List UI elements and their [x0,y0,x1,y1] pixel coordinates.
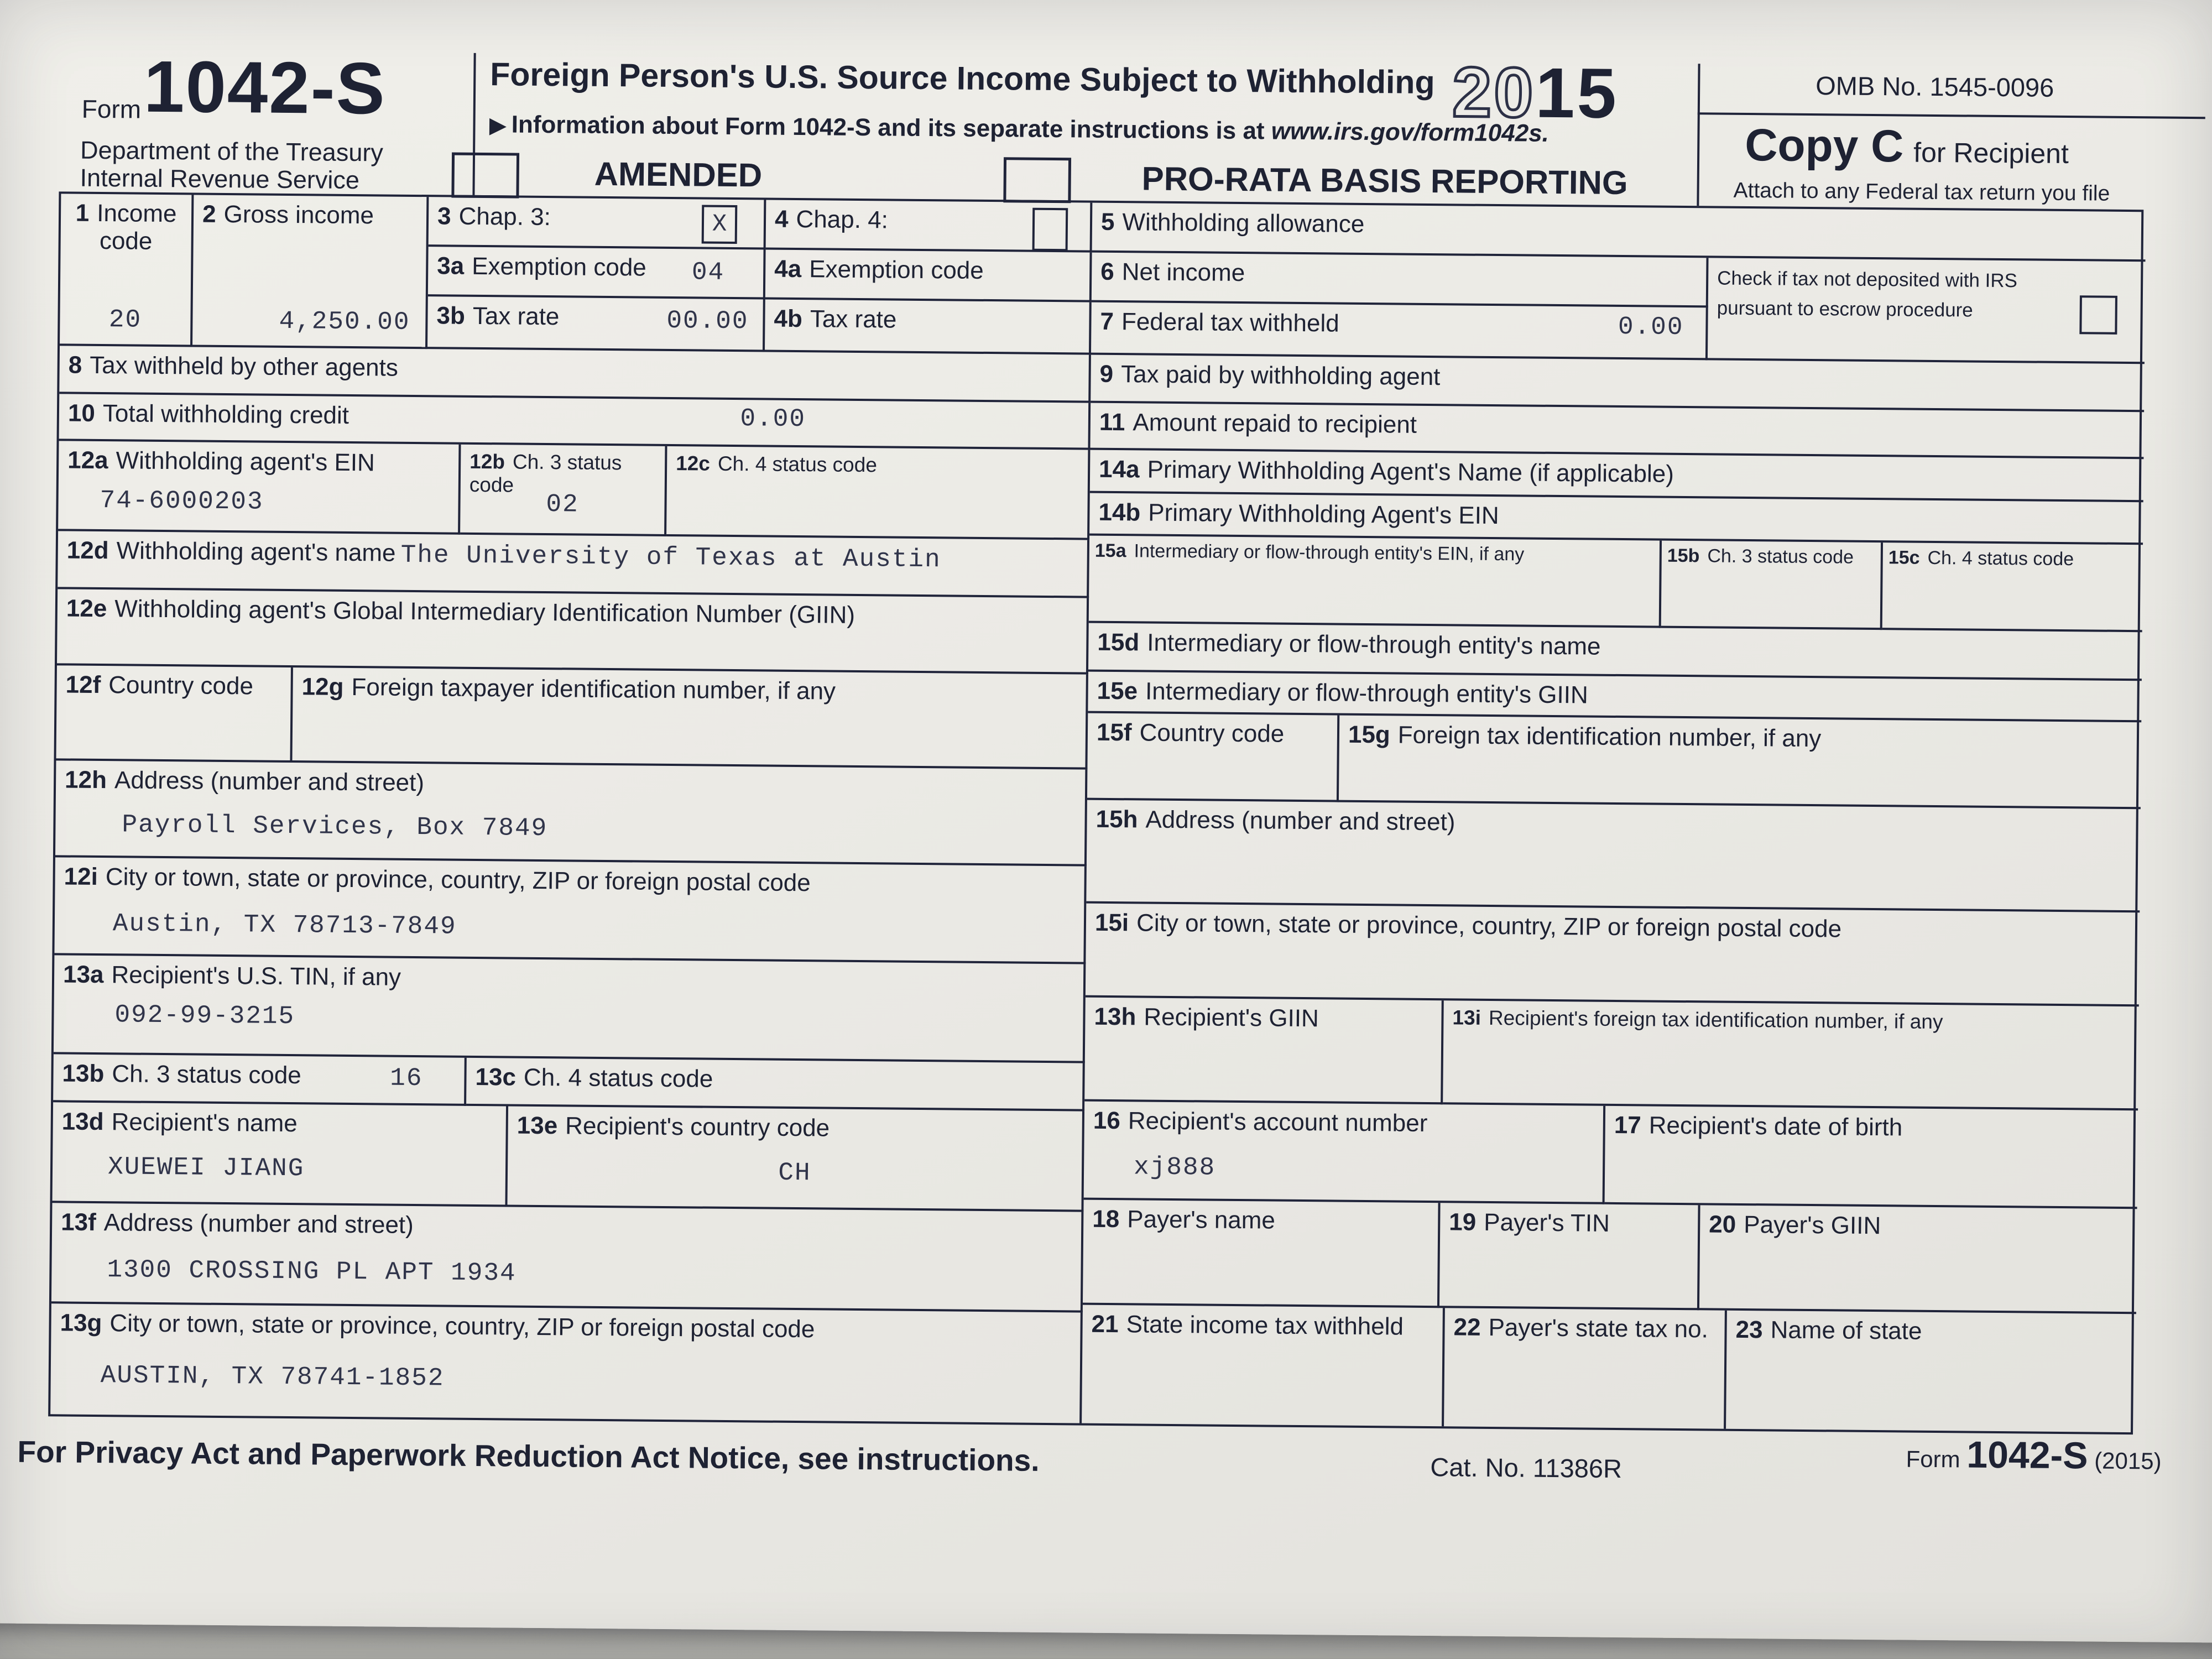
field-label: Country code [1139,719,1285,748]
chap4-checkbox[interactable] [1032,208,1068,252]
field-21-state-income-tax [1082,1305,1445,1427]
field-label: Payer's name [1127,1206,1276,1234]
escrow-checkbox[interactable] [2079,295,2117,335]
field-number: 13b [62,1060,105,1088]
field-number: 21 [1091,1310,1119,1338]
field-1-income-code [60,194,194,347]
field-number: 12g [301,673,344,701]
attach-note: Attach to any Federal tax return you file [1733,178,2110,206]
header-divider-right [1697,64,1700,206]
field-value: 1300 CROSSING PL APT 1934 [107,1255,517,1288]
field-label: Exemption code [809,255,984,284]
field-15f-country-code [1087,713,1339,802]
field-label: Gross income [223,200,374,229]
field-value: CH [778,1158,811,1188]
field-19-payer-tin [1439,1203,1700,1310]
field-label: Ch. 4 status code [523,1063,713,1093]
field-5-withholding-allowance [1092,203,2146,262]
field-number: 3b [436,302,466,330]
catalog-number: Cat. No. 11386R [1430,1452,1623,1484]
field-4a-exemption-code [765,249,1092,302]
field-label: State income tax withheld [1126,1311,1404,1340]
field-number: 4a [774,255,802,283]
tax-year [1452,51,1619,134]
field-number: 13f [60,1208,97,1236]
field-number: 11 [1099,408,1125,436]
field-3a-exemption-code [428,247,766,299]
dept-irs: Internal Revenue Service [80,163,360,195]
field-13e-recipient-country [507,1106,1084,1212]
field-12h-agent-address [55,760,1087,866]
field-12d-agent-name [58,531,1089,598]
copy-designation [1745,119,2069,174]
field-number: 13i [1452,1006,1481,1029]
field-label: Intermediary or flow-through entity's name [1147,629,1601,660]
escrow-note: Check if tax not deposited with IRS pursuant to escrow procedure [1717,267,2018,321]
field-number: 1 [75,199,90,227]
omb-underline [1698,112,2205,119]
field-label: City or town, state or province, country, ZIP or foreign postal code [1136,909,1842,943]
field-15b-ch3-status [1661,541,1883,630]
field-value: Austin, TX 78713-7849 [112,909,457,941]
field-number: 2 [202,200,216,228]
field-number: 13e [517,1112,558,1140]
field-12e-agent-giin [57,589,1089,674]
field-number: 15i [1094,909,1129,937]
privacy-act-notice: For Privacy Act and Paperwork Reduction Act Notice, see instructions. [17,1434,1040,1478]
field-label: Net income [1121,258,1245,287]
prorata-checkbox[interactable] [1003,157,1071,203]
field-value: The University of Texas at Austin [400,540,941,575]
field-value: 02 [546,490,579,519]
field-2-gross-income [192,195,429,349]
info-url: www.irs.gov/form1042s. [1271,117,1550,147]
field-value: 20 [108,305,142,335]
field-label: Primary Withholding Agent's Name (if applicable) [1147,456,1674,488]
footer-form-id [1906,1433,2162,1478]
chap3-checkbox[interactable] [702,205,738,244]
field-value: 092-99-3215 [114,1000,295,1031]
field-label: Primary Withholding Agent's EIN [1148,499,1499,530]
field-label: Tax rate [810,305,897,333]
field-label: Ch. 3 status code [469,450,622,497]
field-value: 16 [390,1063,423,1093]
field-number: 15e [1097,677,1138,705]
form-header [0,0,2211,210]
field-15c-ch4-status [1882,542,2143,632]
field-number: 12e [66,594,107,623]
info-text: Information about Form 1042-S and its separate instructions is at [511,111,1272,145]
field-label: Tax paid by withholding agent [1120,361,1441,391]
field-label: City or town, state or province, country, ZIP or foreign postal code [105,863,811,897]
footer-form-number: 1042-S [1966,1433,2088,1477]
field-number: 9 [1099,360,1114,388]
amended-label: AMENDED [594,155,763,194]
field-label: Name of state [1770,1316,1922,1345]
field-label: Foreign taxpayer identification number, if any [351,673,836,705]
field-number: 12b [469,450,505,473]
field-12g-foreign-tin [292,667,1088,770]
field-number: 7 [1100,307,1114,335]
field-number: 13c [475,1063,517,1091]
field-label: Payer's TIN [1484,1208,1610,1237]
field-label: Address (number and street) [103,1209,414,1239]
footer-form-year: (2015) [2094,1447,2162,1474]
field-value: xj888 [1133,1152,1216,1182]
field-number: 5 [1100,208,1115,236]
field-label: Withholding allowance [1122,208,1365,238]
field-15h-intermediary-address [1086,800,2141,913]
field-number: 23 [1735,1316,1763,1344]
field-number: 12d [66,536,109,565]
field-3b-tax-rate [427,296,765,352]
field-label: Income code [97,199,177,255]
field-number: 13a [62,961,104,989]
chap3-checkbox-mark: X [712,210,727,238]
field-number: 14a [1098,455,1140,483]
field-number: 15c [1888,547,1920,568]
field-value: Payroll Services, Box 7849 [122,810,548,843]
field-label: Payer's GIIN [1744,1211,1881,1240]
field-number: 15h [1095,805,1138,833]
field-label: Recipient's name [111,1108,298,1138]
field-number: 12a [67,446,108,474]
field-label: Address (number and street) [1145,806,1455,836]
field-label: Exemption code [472,252,646,281]
field-label: Tax rate [472,302,560,331]
field-value: 04 [691,258,725,287]
field-number: 4b [774,305,803,333]
field-11-amount-repaid [1090,403,2144,460]
field-number: 12i [64,863,98,890]
field-value: 0.00 [740,404,806,434]
field-label: Ch. 3 status code [1707,545,1854,568]
field-15d-intermediary-name [1088,623,2142,681]
field-value: 74-6000203 [100,486,264,517]
field-13c-ch4-status [466,1058,1085,1112]
field-number: 14b [1098,498,1141,526]
field-23-name-of-state [1726,1311,2136,1432]
field-15i-intermediary-city [1086,904,2140,1007]
field-label: Address (number and street) [114,766,425,797]
field-13g-recipient-city [50,1303,1083,1423]
omb-number: OMB No. 1545-0096 [1815,71,2054,102]
info-line [489,111,1549,148]
copy-for-recipient: for Recipient [1913,137,2069,170]
field-number: 22 [1453,1313,1481,1341]
field-12c-ch4-status [666,446,1090,540]
field-label: Intermediary or flow-through entity's EIN, if any [1134,540,1525,565]
field-number: 13g [60,1309,102,1337]
field-label: Recipient's foreign tax identification number, if any [1488,1006,1943,1034]
field-number: 15d [1097,628,1140,656]
field-number: 20 [1709,1211,1736,1238]
field-value: 4,250.00 [279,306,410,337]
field-number: 12c [676,452,711,475]
field-12f-country-code [56,665,293,763]
field-label: Withholding agent's Global Intermediary Identification Number (GIIN) [114,595,855,629]
field-8-tax-withheld-other-agents [59,346,1091,403]
field-15g-foreign-tax-id [1339,716,2141,810]
field-label: Ch. 4 status code [1927,547,2074,570]
field-6-net-income [1092,253,1709,308]
field-label: Foreign tax identification number, if any [1397,721,1822,753]
field-number: 4 [774,205,789,233]
field-13h-recipient-giin [1084,998,1444,1105]
field-number: 19 [1449,1208,1477,1236]
field-label: Payer's state tax no. [1488,1313,1709,1343]
field-10-total-withholding-credit [59,394,1091,450]
field-number: 16 [1093,1107,1121,1135]
escrow-box [1708,258,2146,364]
year-bold-digits: 15 [1535,53,1619,133]
field-9-tax-paid-by-withholding-agent [1091,355,2145,413]
field-13b-ch3-status [53,1054,467,1106]
field-label: Recipient's date of birth [1648,1112,1903,1141]
field-value: AUSTIN, TX 78741-1852 [100,1361,445,1393]
form-number: 1042-S [143,45,387,129]
field-4-chap4 [766,200,1093,252]
arrow-icon: ▶ [489,114,506,138]
field-12a-agent-ein [58,441,461,534]
field-label: Intermediary or flow-through entity's GIIN [1145,677,1588,709]
field-number: 8 [68,351,82,379]
field-15a-intermediary-ein [1089,536,1662,628]
field-label: Ch. 3 status code [112,1060,301,1089]
field-label: Recipient's account number [1128,1107,1428,1137]
field-13i-recipient-foreign-tax-id [1443,1000,2139,1110]
field-label: Withholding agent's name [116,537,396,567]
field-13d-recipient-name [52,1102,508,1207]
field-3-chap3 [429,197,766,249]
form-word: Form [81,94,142,124]
amended-checkbox[interactable] [451,153,519,199]
prorata-label: PRO-RATA BASIS REPORTING [1141,160,1628,202]
field-label: Amount repaid to recipient [1133,409,1417,439]
field-18-payer-name [1083,1200,1441,1308]
footer-form-word: Form [1906,1446,1960,1473]
field-label: Total withholding credit [102,400,349,429]
field-12i-agent-city [54,857,1086,964]
field-number: 6 [1100,258,1114,285]
field-label: Chap. 3: [458,202,551,231]
field-label: Chap. 4: [796,205,889,234]
copy-c: Copy C [1744,119,1904,172]
field-number: 10 [67,399,96,427]
field-number: 12h [64,766,107,794]
form-title: Foreign Person's U.S. Source Income Subject to Withholding [490,56,1435,101]
field-17-recipient-dob [1605,1106,2138,1209]
field-label: Recipient's GIIN [1144,1003,1319,1032]
field-13f-recipient-address [51,1203,1084,1312]
dept-treasury: Department of the Treasury [80,135,384,167]
field-number: 15a [1094,540,1126,562]
field-number: 3 [437,202,451,230]
field-4b-tax-rate [765,299,1092,354]
field-label: Ch. 4 status code [717,452,878,477]
field-20-payer-giin [1699,1205,2137,1314]
field-value: XUEWEI JIANG [107,1152,305,1183]
field-label: Country code [108,671,254,700]
field-number: 17 [1614,1111,1642,1139]
field-label: Recipient's U.S. TIN, if any [111,961,401,991]
field-number: 13h [1094,1003,1136,1031]
field-number: 15f [1096,718,1132,747]
field-value: 0.00 [1618,312,1684,342]
field-12b-ch3-status [460,445,667,536]
field-13a-recipient-tin [54,955,1086,1063]
year-outline-digits: 20 [1452,53,1536,133]
field-number: 12f [65,671,101,699]
field-label: Federal tax withheld [1121,308,1339,337]
field-number: 3a [437,252,465,280]
field-label: Tax withheld by other agents [89,351,399,382]
field-7-federal-tax-withheld [1091,302,1708,361]
field-16-recipient-account [1084,1102,1606,1204]
field-number: 13d [61,1108,104,1136]
field-22-payer-state-tax-no [1444,1308,1727,1428]
field-number: 15g [1348,721,1391,749]
field-label: Recipient's country code [565,1112,830,1142]
field-number: 18 [1092,1205,1120,1233]
field-label: City or town, state or province, country, ZIP or foreign postal code [109,1310,815,1343]
field-value: 00.00 [666,306,749,336]
form-grid [48,191,2143,1434]
field-number: 15b [1667,545,1700,567]
field-label: Withholding agent's EIN [116,447,375,477]
